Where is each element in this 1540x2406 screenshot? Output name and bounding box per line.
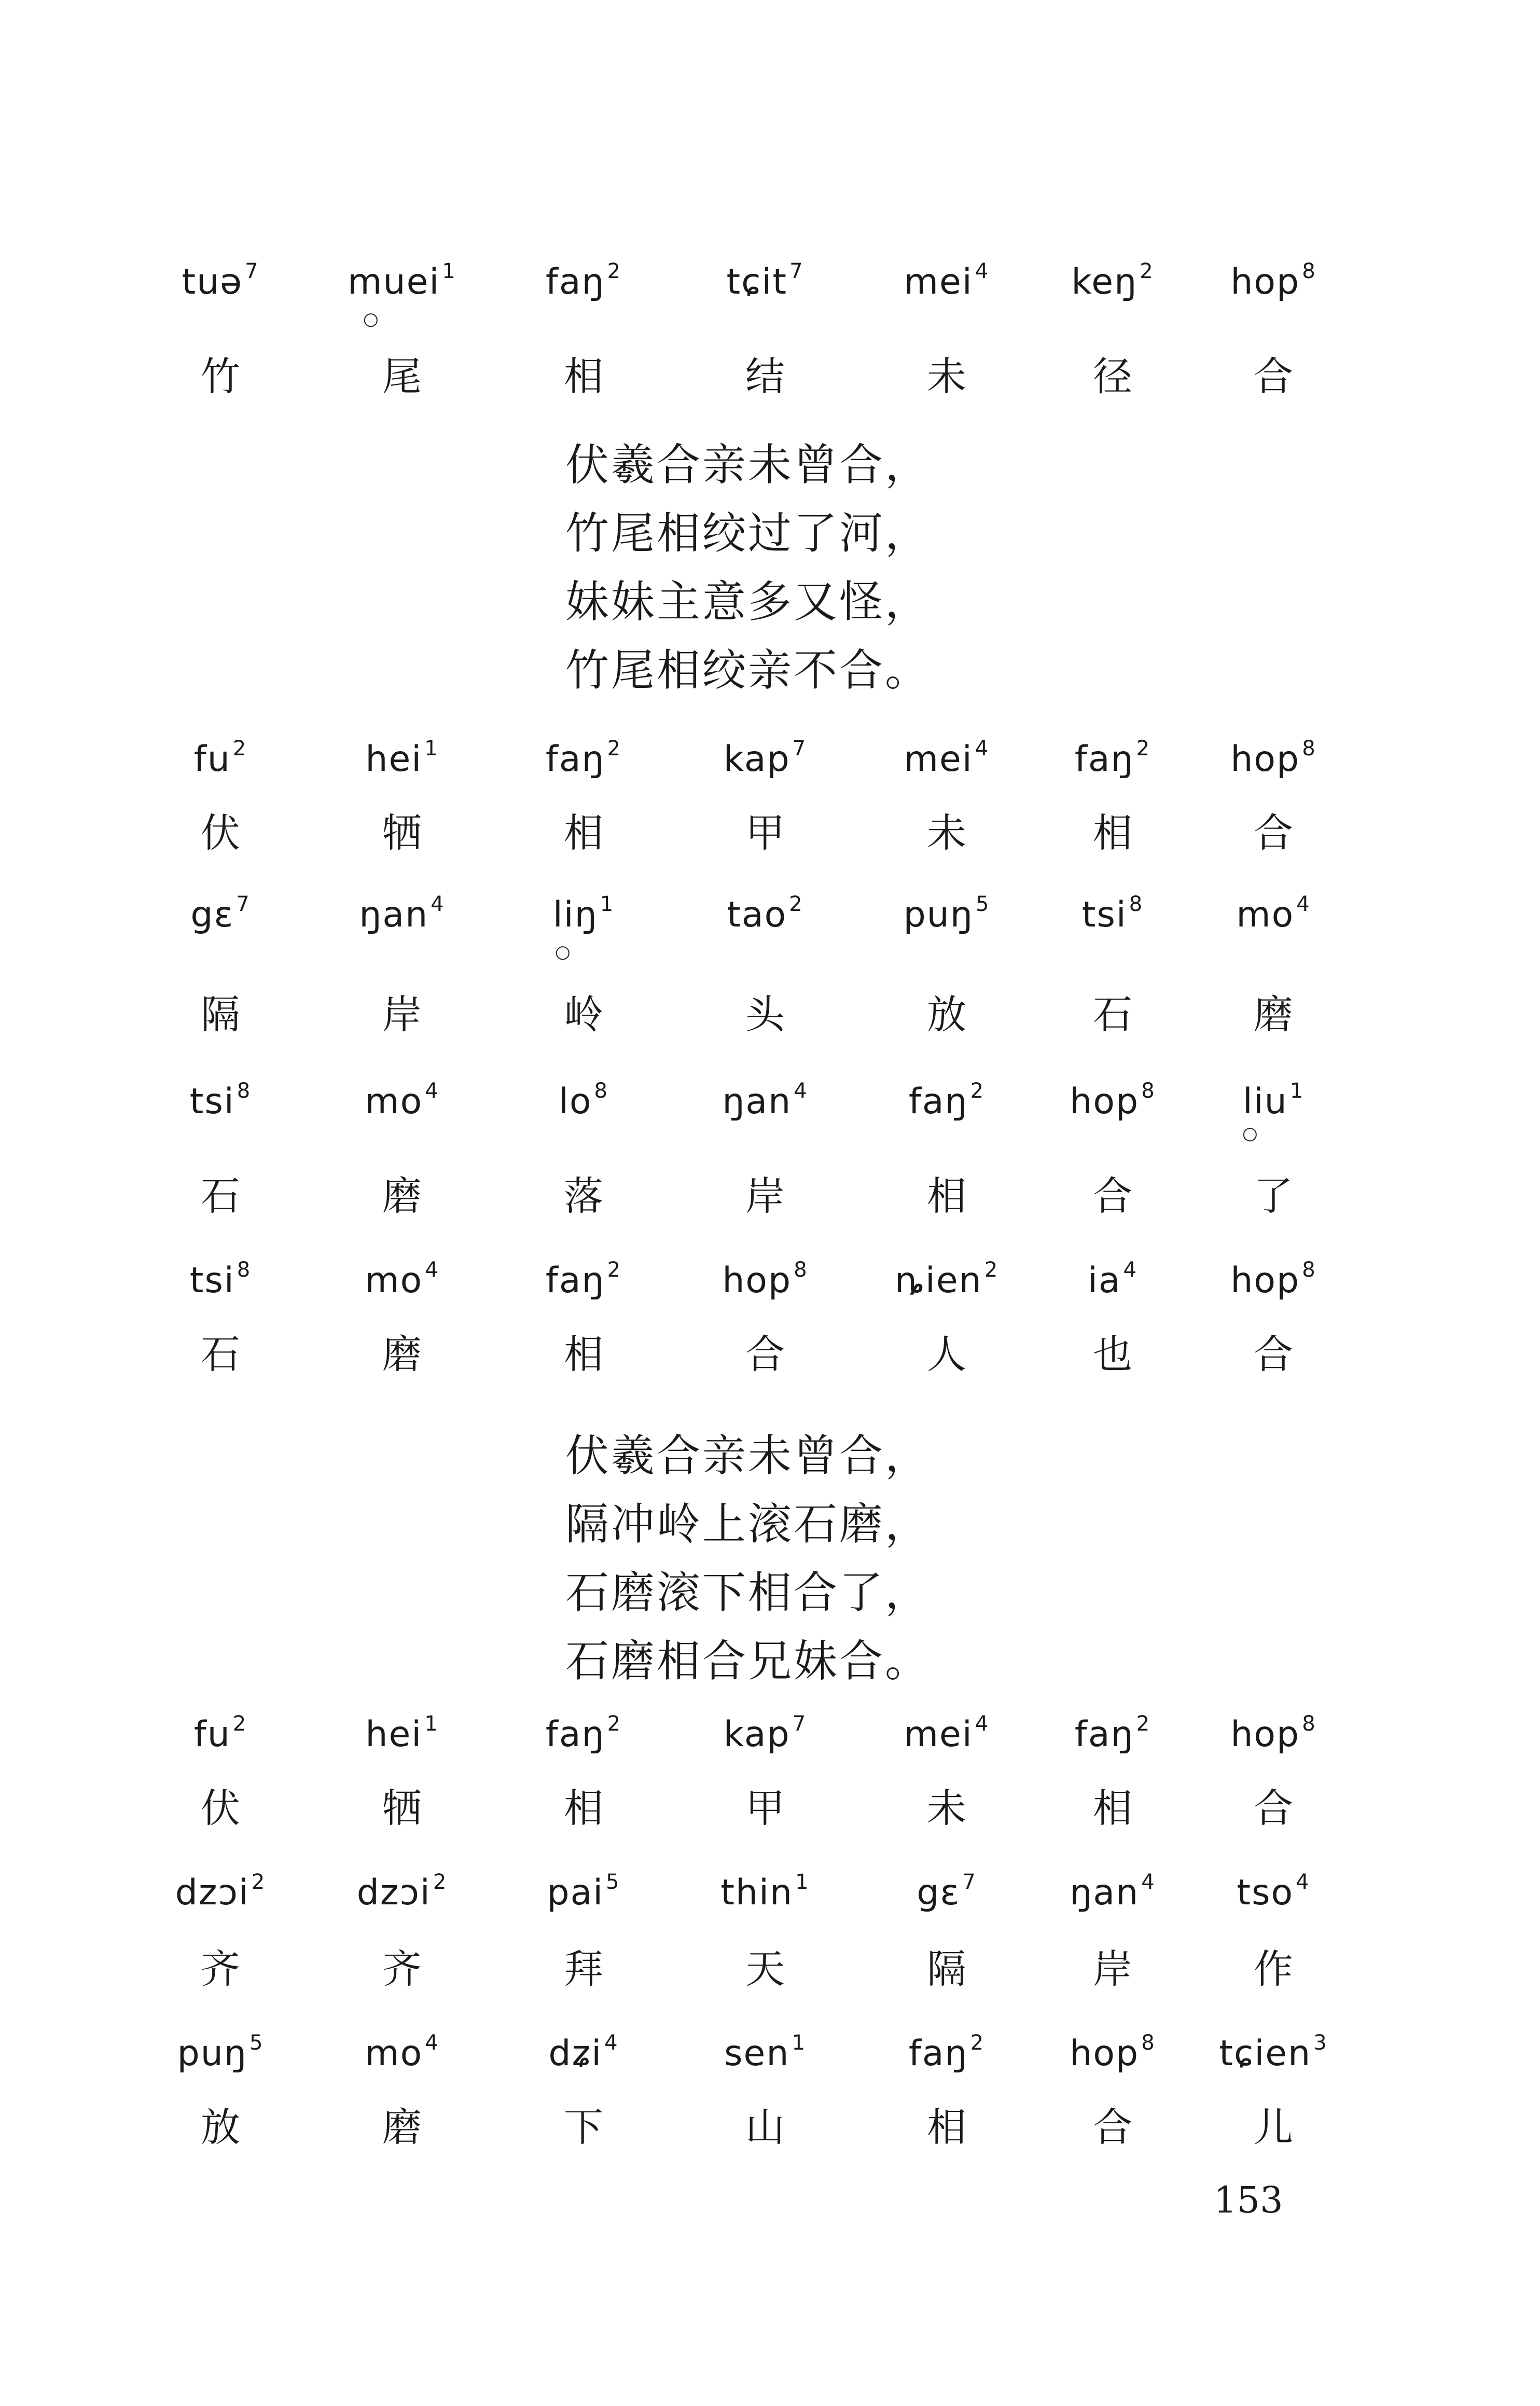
hanzi: 相 — [1093, 1785, 1132, 1831]
hanzi: 放 — [927, 991, 966, 1038]
syllable: lo $^8$ — [559, 1079, 608, 1122]
page-number: 153 — [1214, 2179, 1283, 2221]
syllable: hop $^8$ — [1070, 1079, 1156, 1122]
syllable: fu $^2$ — [193, 737, 247, 780]
hanzi: 甲 — [745, 810, 785, 856]
circle-mark-icon: ○ — [1242, 1123, 1258, 1144]
hanzi: 拜 — [564, 1946, 603, 1992]
hanzi: 合 — [745, 1331, 785, 1377]
syllable: faŋ $^2$ — [545, 1712, 622, 1755]
syllable: thin $^1$ — [720, 1870, 810, 1913]
hanzi: 伏 — [201, 810, 240, 856]
hanzi: 儿 — [1254, 2104, 1293, 2150]
romanization-row — [0, 1870, 1540, 1932]
verse-line: 石磨相合兄妹合。 — [565, 1636, 931, 1686]
syllable: faŋ $^2$ — [545, 737, 622, 780]
syllable: mo $^4$ — [365, 1258, 439, 1301]
hanzi: 齐 — [382, 1946, 422, 1992]
hanzi-row — [0, 1938, 1540, 2000]
hanzi: 磨 — [382, 2104, 422, 2150]
hanzi: 岭 — [564, 991, 603, 1038]
hanzi: 天 — [745, 1946, 785, 1992]
hanzi: 未 — [927, 353, 966, 399]
romanization-row — [0, 1258, 1540, 1320]
syllable: liŋ $^1$ — [552, 892, 615, 935]
syllable: tɕien $^3$ — [1219, 2031, 1328, 2074]
syllable: tsi $^8$ — [1081, 892, 1144, 935]
hanzi: 相 — [564, 353, 603, 399]
syllable: sen $^1$ — [724, 2031, 806, 2074]
hanzi: 径 — [1093, 353, 1132, 399]
syllable: tɕit $^7$ — [726, 259, 804, 302]
hanzi: 人 — [927, 1331, 966, 1377]
hanzi: 作 — [1254, 1946, 1293, 1992]
hanzi: 山 — [745, 2104, 785, 2150]
syllable: puŋ $^5$ — [177, 2031, 264, 2074]
hanzi: 下 — [564, 2104, 603, 2150]
verse-line: 伏羲合亲未曾合， — [565, 439, 931, 490]
hanzi: 未 — [927, 1785, 966, 1831]
hanzi: 石 — [201, 1331, 240, 1377]
verse-line: 石磨滚下相合了， — [565, 1567, 931, 1618]
syllable: dʑi $^4$ — [548, 2031, 619, 2074]
hanzi: 磨 — [1254, 991, 1293, 1038]
syllable: hop $^8$ — [1230, 737, 1316, 780]
syllable: keŋ $^2$ — [1071, 259, 1154, 302]
verse-line: 妹妹主意多又怪， — [565, 576, 931, 627]
syllable: tuə $^7$ — [182, 259, 259, 302]
hanzi: 相 — [927, 2104, 966, 2150]
syllable: mei $^4$ — [904, 1712, 990, 1755]
syllable: gɛ $^7$ — [917, 1870, 977, 1913]
hanzi: 隔 — [927, 1946, 966, 1992]
syllable: muei $^1$ — [348, 259, 456, 302]
syllable: kap $^7$ — [723, 737, 807, 780]
syllable: ŋan $^4$ — [359, 892, 445, 935]
hanzi: 相 — [564, 1331, 603, 1377]
hanzi-row — [0, 1323, 1540, 1385]
hanzi: 牺 — [382, 1785, 422, 1831]
syllable: hei $^1$ — [365, 737, 439, 780]
syllable: hop $^8$ — [1230, 1712, 1316, 1755]
hanzi: 相 — [927, 1173, 966, 1219]
syllable: hei $^1$ — [365, 1712, 439, 1755]
verse-line: 竹尾相绞亲不合。 — [565, 645, 931, 696]
syllable: fu $^2$ — [193, 1712, 247, 1755]
hanzi-row — [0, 1165, 1540, 1227]
hanzi: 合 — [1254, 810, 1293, 856]
syllable: hop $^8$ — [1230, 259, 1316, 302]
syllable: dzɔi $^2$ — [175, 1870, 266, 1913]
syllable: faŋ $^2$ — [1074, 737, 1151, 780]
hanzi: 齐 — [201, 1946, 240, 1992]
hanzi-row — [0, 1777, 1540, 1839]
hanzi: 岸 — [745, 1173, 785, 1219]
hanzi: 隔 — [201, 991, 240, 1038]
verse-stanza — [565, 1421, 931, 1695]
syllable: faŋ $^2$ — [545, 1258, 622, 1301]
hanzi: 牺 — [382, 810, 422, 856]
romanization-row — [0, 259, 1540, 322]
hanzi: 合 — [1254, 353, 1293, 399]
hanzi: 合 — [1093, 1173, 1132, 1219]
syllable: tsi $^8$ — [189, 1258, 252, 1301]
hanzi: 放 — [201, 2104, 240, 2150]
hanzi-row — [0, 345, 1540, 407]
hanzi: 合 — [1254, 1331, 1293, 1377]
romanization-row — [0, 2031, 1540, 2093]
romanization-row — [0, 892, 1540, 955]
syllable: mo $^4$ — [365, 2031, 439, 2074]
hanzi: 尾 — [382, 353, 422, 399]
hanzi-row — [0, 2096, 1540, 2158]
syllable: gɛ $^7$ — [190, 892, 251, 935]
syllable: liu $^1$ — [1242, 1079, 1305, 1122]
syllable: faŋ $^2$ — [908, 1079, 985, 1122]
syllable: kap $^7$ — [723, 1712, 807, 1755]
syllable: ȵien $^2$ — [894, 1258, 999, 1301]
hanzi: 未 — [927, 810, 966, 856]
syllable: mo $^4$ — [1236, 892, 1311, 935]
syllable: faŋ $^2$ — [545, 259, 622, 302]
hanzi: 磨 — [382, 1173, 422, 1219]
circle-mark-icon: ○ — [363, 309, 379, 329]
hanzi: 了 — [1254, 1173, 1293, 1219]
hanzi: 甲 — [745, 1785, 785, 1831]
verse-line: 伏羲合亲未曾合， — [565, 1430, 931, 1481]
hanzi: 岸 — [1093, 1946, 1132, 1992]
syllable: hop $^8$ — [1070, 2031, 1156, 2074]
hanzi: 石 — [1093, 991, 1132, 1038]
verse-stanza — [565, 431, 931, 704]
syllable: mei $^4$ — [904, 737, 990, 780]
syllable: puŋ $^5$ — [903, 892, 990, 935]
hanzi: 也 — [1093, 1331, 1132, 1377]
hanzi: 岸 — [382, 991, 422, 1038]
syllable: hop $^8$ — [1230, 1258, 1316, 1301]
syllable: pai $^5$ — [547, 1870, 620, 1913]
hanzi: 伏 — [201, 1785, 240, 1831]
hanzi: 竹 — [201, 353, 240, 399]
hanzi-row — [0, 801, 1540, 864]
hanzi-row — [0, 983, 1540, 1045]
hanzi: 相 — [564, 1785, 603, 1831]
romanization-row — [0, 1712, 1540, 1774]
syllable: tso $^4$ — [1237, 1870, 1310, 1913]
syllable: mei $^4$ — [904, 259, 990, 302]
hanzi: 石 — [201, 1173, 240, 1219]
hanzi: 落 — [564, 1173, 603, 1219]
syllable: dzɔi $^2$ — [356, 1870, 448, 1913]
verse-line: 隔冲岭上滚石磨， — [565, 1499, 931, 1550]
romanization-row — [0, 1079, 1540, 1141]
hanzi: 相 — [1093, 810, 1132, 856]
syllable: mo $^4$ — [365, 1079, 439, 1122]
syllable: faŋ $^2$ — [908, 2031, 985, 2074]
romanization-row — [0, 737, 1540, 799]
syllable: ŋan $^4$ — [722, 1079, 808, 1122]
hanzi: 合 — [1254, 1785, 1293, 1831]
circle-mark-icon: ○ — [555, 942, 571, 962]
hanzi: 结 — [745, 353, 785, 399]
syllable: ŋan $^4$ — [1070, 1870, 1156, 1913]
hanzi: 合 — [1093, 2104, 1132, 2150]
syllable: hop $^8$ — [722, 1258, 808, 1301]
syllable: tsi $^8$ — [189, 1079, 252, 1122]
syllable: faŋ $^2$ — [1074, 1712, 1151, 1755]
hanzi: 头 — [745, 991, 785, 1038]
syllable: tao $^2$ — [727, 892, 803, 935]
verse-line: 竹尾相绞过了河， — [565, 508, 931, 559]
syllable: ia $^4$ — [1087, 1258, 1137, 1301]
hanzi: 磨 — [382, 1331, 422, 1377]
hanzi: 相 — [564, 810, 603, 856]
